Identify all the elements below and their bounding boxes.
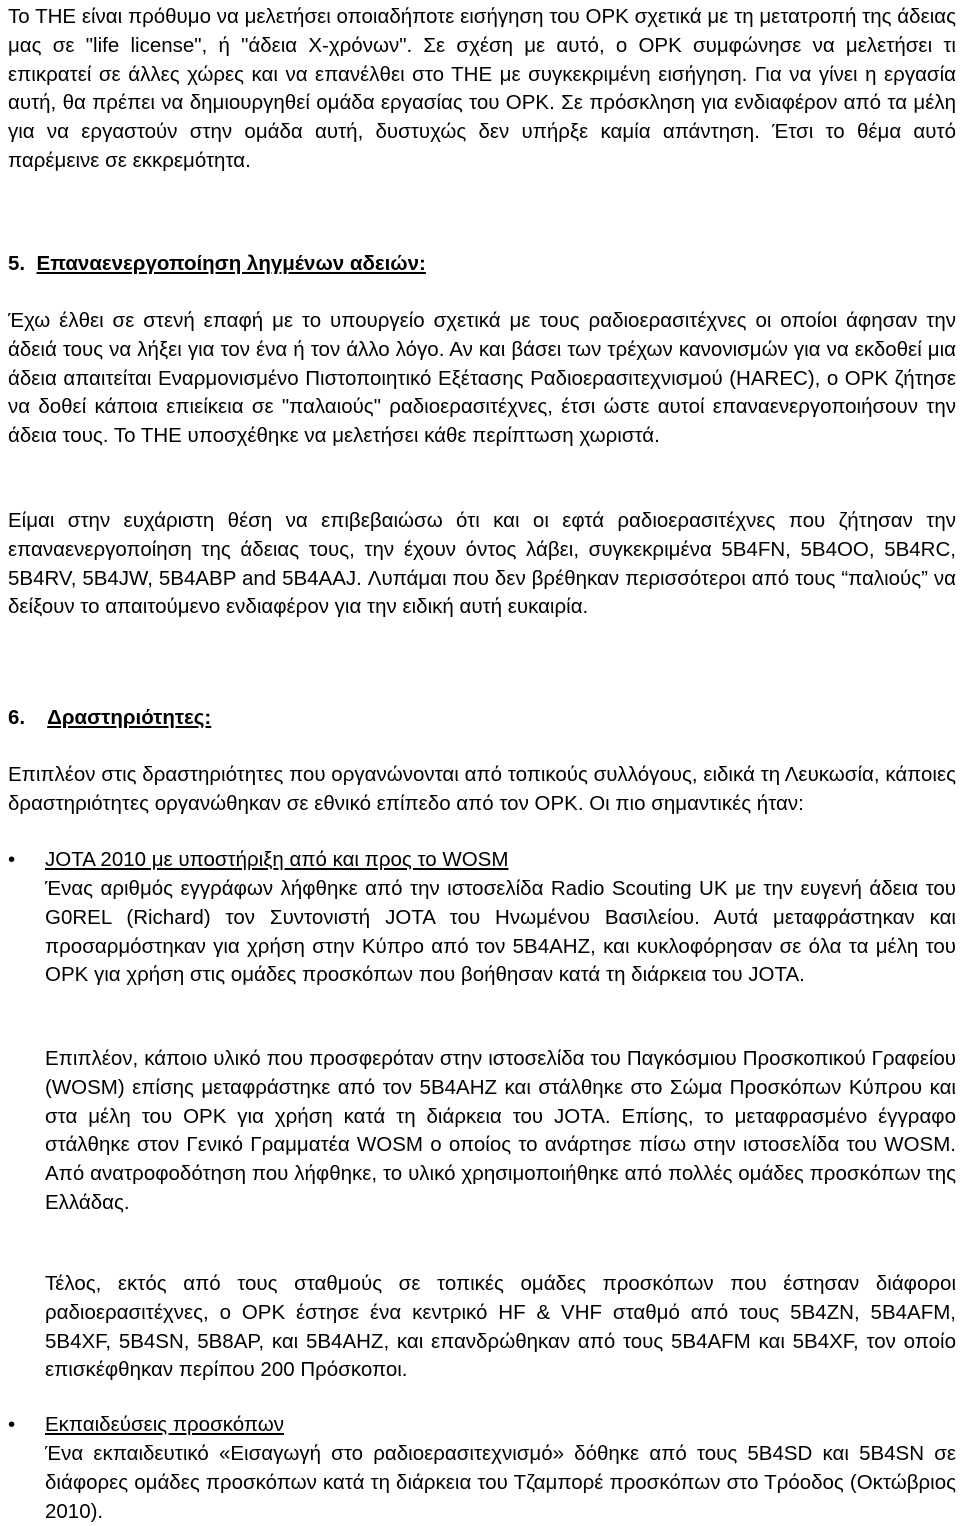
section-6-title: Δραστηριότητες:: [47, 706, 212, 729]
section-5-paragraph-1: Έχω έλθει σε στενή επαφή με το υπουργείο σχετικά με τους ραδιοερασιτέχνες οι οποίοι άφησαν την άδειά τους να λήξει για τον ένα ή τον άλλο λόγο. Αν και βάσει των τρέχων κανονισμών για να εκδοθεί μια άδεια απαιτείται Εναρμονισμένο Πιστοποιητικό Εξέτασης Ραδιοερασιτεχνισμού (HAREC), ο ΟΡΚ ζήτησε να δοθεί κάποια επιείκεια σε "παλαιούς" ραδιοερασιτέχνες, έτσι ώστε αυτοί επαναενεργοποιήσουν την άδεια τους. Το ΤΗΕ υποσχέθηκε να μελετήσει κάθε περίπτωση χωριστά.: [8, 309, 956, 448]
bullet-marker: •: [8, 1413, 16, 1436]
section-6-intro: Επιπλέον στις δραστηριότητες που οργανώνονται από τοπικούς συλλόγους, ειδικά τη Λευκωσία, κάποιες δραστηριότητες οργανώθηκαν σε εθνικό επίπεδο από τον ΟΡΚ. Οι πιο σημαντικές ήταν:: [8, 763, 956, 815]
section-5-number: 5.: [8, 252, 26, 275]
bullet-title-scout-training: Εκπαιδεύσεις προσκόπων: [45, 1413, 284, 1436]
section-5-heading: [8, 250, 426, 279]
section-5-title: Επαναενεργοποίηση ληγμένων αδειών:: [36, 252, 426, 275]
section-5-paragraph-2: Είμαι στην ευχάριστη θέση να επιβεβαιώσω ότι και οι εφτά ραδιοερασιτέχνες που ζήτησαν την επαναενεργοποίηση της άδειας τους, την έχουν όντος λάβει, συγκεκριμένα 5B4FN, 5B4OO, 5B4RC, 5B4RV, 5B4JW, 5B4ABP and 5B4AAJ. Λυπάμαι που δεν βρέθηκαν περισσότεροι από τους “παλιούς” να δείξουν το απαιτούμενο ενδιαφέρον για την ειδική αυτή ευκαιρία.: [8, 509, 956, 619]
intro-paragraph: Το ΤΗΕ είναι πρόθυμο να μελετήσει οποιαδήποτε εισήγηση του ΟΡΚ σχετικά με τη μετατροπή της άδειας μας σε "life license", ή "άδεια Χ-χρόνων". Σε σχέση με αυτό, ο ΟΡΚ συμφώνησε να μελετήσει τι επικρατεί σε άλλες χώρες και να επανέλθει στο ΤΗΕ με συγκεκριμένη εισήγηση. Για να γίνει η εργασία αυτή, θα πρέπει να δημιουργηθεί ομάδα εργασίας του ΟΡΚ. Σε πρόσκληση για ενδιαφέρον από τα μέλη για να εργαστούν στην ομάδα αυτή, δυστυχώς δεν υπήρξε καμία απάντηση. Έτσι το θέμα αυτό παρέμεινε σε εκκρεμότητα.: [8, 5, 956, 172]
bullet-title-jota: JOTA 2010 με υποστήριξη από και προς το WOSM: [45, 848, 509, 871]
section-6-number: 6.: [8, 706, 26, 729]
jota-paragraph-2: Επιπλέον, κάποιο υλικό που προσφερόταν στην ιστοσελίδα του Παγκόσμιου Προσκοπικού Γραφείου (WOSM) επίσης μεταφράστηκε από τον 5B4AHZ και στάλθηκε στο Σώμα Προσκόπων Κύπρου και στα μέλη του ΟΡΚ για χρήση κατά τη διάρκεια του JOTA. Επίσης, το μεταφρασμένο έγγραφο στάλθηκε στον Γενικό Γραμματέα WOSM ο οποίος το ανάρτησε πίσω στην ιστοσελίδα του WOSM. Από ανατροφοδότηση που λήφθηκε, το υλικό χρησιμοποιήθηκε από πολλές ομάδες προσκόπων της Ελλάδας.: [45, 1047, 956, 1214]
section-6-heading: [8, 704, 211, 733]
jota-paragraph-1: Ένας αριθμός εγγράφων λήφθηκε από την ιστοσελίδα Radio Scouting UK με την ευγενή άδεια του G0REL (Richard) τον Συντονιστή JOTA του Ηνωμένου Βασιλείου. Αυτά μεταφράστηκαν και προσαρμόστηκαν για χρήση στην Κύπρο από τον 5B4AHZ, και κυκλοφόρησαν σε όλα τα μέλη του ΟΡΚ για χρήση στις ομάδες προσκόπων που βοήθησαν κατά τη διάρκεια του JOTA.: [45, 877, 956, 987]
jota-paragraph-3: Τέλος, εκτός από τους σταθμούς σε τοπικές ομάδες προσκόπων που έστησαν διάφοροι ραδιοερασιτέχνες, ο ΟΡΚ έστησε ένα κεντρικό HF & VHF σταθμό από τους 5B4ZN, 5B4AFM, 5B4XF, 5B4SN, 5B8AP, και 5B4AHZ, και επανδρώθηκαν από τους 5B4AFM και 5B4XF, τον οποίο επισκέφθηκαν περίπου 200 Πρόσκοποι.: [45, 1272, 956, 1382]
scout-training-paragraph: Ένα εκπαιδευτικό «Εισαγωγή στο ραδιοερασιτεχνισμό» δόθηκε από τους 5B4SD και 5B4SN σε διάφορες ομάδες προσκόπων κατά τη διάρκεια του Τζαμπορέ προσκόπων στο Τρόοδος (Οκτώβριος 2010).: [45, 1442, 956, 1523]
bullet-marker: •: [8, 848, 16, 871]
